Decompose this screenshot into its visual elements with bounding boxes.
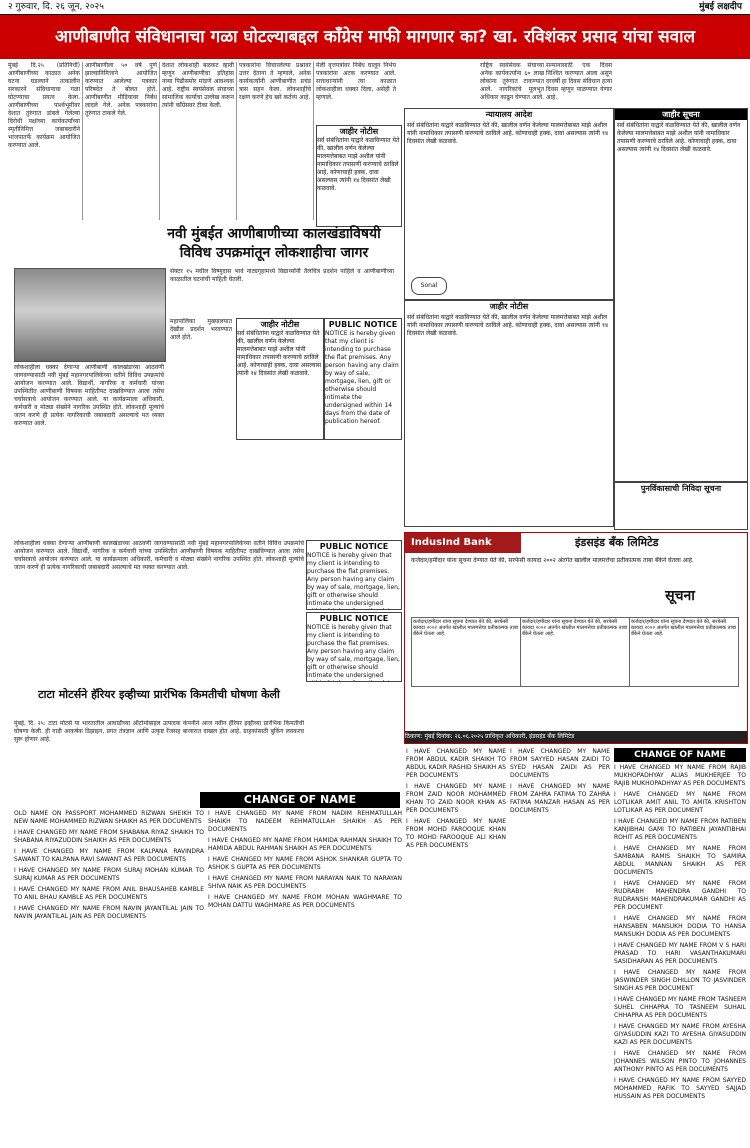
- story2-text-a: लोकशाहीला धक्का देणाऱ्या आणीबाणी कालखंडाच्या आठवणी जागवण्यासाठी नवी मुंबई महानगरपालिकेच्या वतीने विविध उपक्रमांचे आयोजन करण्यात आले. विद्यार्थी, नागरिक व कर्मचारी यांच्या उपस्थितीत आणीबाणी विषयक माहितीपट दाखविण्यात आला तसेच चर्चासत्राचे आयोजन करण्यात आले. या कार्यक्रमाला अधिकारी, कर्मचारी व मोठ्या संख्येने नागरिक उपस्थित होते. लोकशाही मूल्यांचे जतन करणे ही प्रत्येक नागरिकाची जबाबदारी असल्याचे मत व्यक्त करण्यात आले.: [14, 364, 164, 427]
- change-entry: I HAVE CHANGED MY NAME FROM AYESHA GIYASUDDIN KAZI TO AYESHA GIYASUDDIN KAZI AS PER DOCUMENTS: [614, 1023, 746, 1046]
- change-entry: I HAVE CHANGED MY NAME FROM V S HARI PRASAD TO HARI VASANTHAKUMARI SASIDHARAN AS PER DOCUMENTS: [614, 942, 746, 965]
- change-entry: I HAVE CHANGED MY NAME FROM MOHAN WAGHMARE TO MOHAN DATTU WAGHMARE AS PER DOCUMENTS: [208, 894, 402, 909]
- indusind-logo: IndusInd Bank: [405, 533, 521, 553]
- right-notice-text: सर्व संबंधितांना याद्वारे कळविण्यात येते की, खालील वर्णन केलेल्या मालमत्तेबाबत माझे अशील यांनी नामाधिकार तपासणी करण्याचे ठरविले आहे. कोणाचाही हक्क, दावा असल्यास त्यांनी १४ दिवसांत लेखी कळवावे.: [617, 122, 741, 153]
- story3-text: मुंबई, दि. २५: टाटा मोटर्स या भारतातील आघाडीच्या ऑटोमोबाइल उत्पादक कंपनीने आज नवीन हॅरियर इव्हीच्या प्रारंभिक किमतीची घोषणा केली. ही गाडी आकर्षक डिझाइन, प्रगत तंत्रज्ञान आणि उत्कृष्ट रेंजसह बाजारात दाखल होत आहे. ग्राहकांसाठी बुकिंग लवकरच सुरू होणार आहे.: [14, 720, 304, 743]
- change-entry: I HAVE CHANGED MY NAME FROM HAMIDA RAHMAN SHAIKH TO HAMIDA ABDUL RAHMAN SHAIKH AS PER DOCUMENTS: [208, 837, 402, 852]
- bottom-cn-col2: [208, 810, 402, 1144]
- lead-col-7: सन्मानासाठी एक दिवस निश्चित करण्यात आला असून दरवर्षी हा दिवस संविधान हत्या दिवस म्हणून पाळण्यात येणार आहे.: [546, 62, 612, 101]
- notice-block-2-text: सर्व संबंधितांना याद्वारे कळविण्यात येते की, खालील वर्णन केलेल्या मालमत्तेबाबत माझे अशील यांनी नामाधिकार तपासणी करण्याचे ठरविले आहे. कोणाचाही हक्क, दावा असल्यास त्यांनी १४ दिवसांत लेखी कळवावे.: [407, 314, 609, 337]
- change-entry: I HAVE CHANGED MY NAME FROM RATIBEN KANJIBHAI GAMI TO RATIBEN JAYANTIBHAI ROHIT AS PER DOCUMENTS: [614, 818, 746, 841]
- bottom-cn-col4: [510, 748, 610, 1144]
- indusind-cell: कर्जदार/हमीदार यांना सूचना देण्यात येते की, सरफेसी कायदा २००२ अंतर्गत खालील मालमत्तेचा प्रतीकात्मक ताबा बँकेने घेतला आहे.: [412, 618, 521, 687]
- change-names-right: [614, 764, 746, 1144]
- lead-col-5: मेली वृत्तपत्रांवर निर्बंध घालून निर्भय पत्रकारांना अटक करण्यात आले. सत्ताधाऱ्यांनी त्या काळात लोकशाहीला धक्का दिला, असेही ते म्हणाले.: [316, 62, 396, 101]
- suchna-title: सूचना: [665, 588, 695, 604]
- change-entry: I HAVE CHANGED MY NAME FROM JASWINDER SINGH DHILLON TO JASVINDER SINGH AS PER DOCUMENT: [614, 969, 746, 992]
- change-entry: I HAVE CHANGED MY NAME FROM LOTLIKAR AMIT ANIL TO AMITA KRISHTON LOTLIKAR AS PER DOCUMENT: [614, 791, 746, 814]
- public-notice-3-title: PUBLIC NOTICE: [319, 614, 389, 623]
- indusind-text: कर्जदार/हमीदार यांना सूचना देण्यात येते की, सरफेसी कायदा २००२ अंतर्गत खालील मालमत्तेचा प्रतीकात्मक ताबा बँकेने घेतला आहे.: [411, 557, 694, 564]
- indusind-table: [411, 617, 739, 687]
- public-notice-3-text: NOTICE is hereby given that my client is intending to purchase the flat premises. Any person having any claim by way of sale, mortgage, lien, gift or otherwise should intimate the undersigned: [307, 624, 400, 679]
- public-notice-3: [306, 612, 402, 682]
- seal-stamp: Sonal: [411, 277, 447, 295]
- court-title: न्यायालय आदेश: [485, 110, 533, 119]
- notice-block-2-title: जाहीर नोटीस: [489, 302, 529, 311]
- story2-continuation: लोकशाहीला धक्का देणाऱ्या आणीबाणी कालखंडाच्या आठवणी जागवण्यासाठी नवी मुंबई महानगरपालिकेच्या वतीने विविध उपक्रमांचे आयोजन करण्यात आले. विद्यार्थी, नागरिक व कर्मचारी यांच्या उपस्थितीत आणीबाणी विषयक माहितीपट दाखविण्यात आला तसेच चर्चासत्राचे आयोजन करण्यात आले. या कार्यक्रमाला अधिकारी, कर्मचारी व मोठ्या संख्येने नागरिक उपस्थित होते. लोकशाही मूल्यांचे जतन करणे ही प्रत्येक नागरिकाची जबाबदारी असल्याचे मत व्यक्त करण्यात आले.: [14, 540, 304, 571]
- punarvikas-notice: [614, 482, 748, 530]
- public-notice-2-text: NOTICE is hereby given that my client is intending to purchase the flat premises. Any person having any claim by way of sale, mortgage, lien, gift or otherwise should intimate the undersigned: [307, 552, 400, 607]
- right-notice: [614, 108, 748, 482]
- notice-title: जाहीर नोटीस: [339, 127, 379, 136]
- change-entry: I HAVE CHANGED MY NAME FROM SAYYED HASAN ZAIDI TO SYED HASAN ZAIDI AS PER DOCUMENTS: [510, 748, 610, 779]
- lead-col-4: पत्रकारांना विचारलेल्या प्रश्नावर उत्तर देताना ते म्हणाले, अनेक कार्यकर्त्यांनी आणीबाणीत प्रचंड त्रास सहन केला. लोकशाहीचे रक्षण करणे हेच खरे कर्तव्य आहे.: [239, 62, 311, 101]
- change-entry: I HAVE CHANGED MY NAME FROM ASHOK SHANKAR GUPTA TO ASHOK S GUPTA AS PER DOCUMENTS: [208, 856, 402, 871]
- bottom-cn-col3: [406, 748, 506, 1144]
- lead-col-2: आणीबाणीला ५० वर्षे पूर्ण झाल्यानिमित्ताने आयोजित करण्यात आलेल्या पत्रकार परिषदेत ते बोलत होते. आणीबाणीत मीडियावर निर्बंध लादले गेले. अनेक पत्रकारांना तुरुंगात टाकले गेले.: [85, 62, 157, 117]
- indusind-cell: कर्जदार/हमीदार यांना सूचना देण्यात येते की, सरफेसी कायदा २००२ अंतर्गत खालील मालमत्तेचा प्रतीकात्मक ताबा बँकेने घेतला आहे.: [521, 618, 630, 687]
- notice-block-2: [404, 300, 614, 527]
- lead-col-1: मुंबई दि.२५ (प्रतिनिधी) आणीबाणीच्या काळात अनेक घटना घडल्याने तत्कालीन सरकारने संविधानाचा गळा घोटण्याचा प्रयत्न केला. आणीबाणीच्या पार्श्वभूमीवर देशात तुरुंगात डांबले गेलेल्या विरोधी पक्षांच्या कार्यकर्त्यांच्या स्मृतीनिमित्त जबाबदारीने भाजपातर्फे कार्यक्रम आयोजित करण्यात आले.: [8, 62, 80, 149]
- jahir-notice-3-title: जाहीर नोटीस: [260, 320, 300, 329]
- masthead: मुंबई लक्षदीप: [699, 2, 742, 12]
- change-entry: I HAVE CHANGED MY NAME FROM SHABANA RIYAZ SHAIKH TO SHABANA RIYAZUDDIN SHAIKH AS PER DOCUMENTS: [14, 829, 204, 844]
- indusind-footer: ठिकाण: मुंबई दिनांक: २६.०६.२०२५ प्राधिकृत अधिकारी, इंडसइंड बँक लिमिटेड: [405, 731, 747, 743]
- lead-col-6: राष्ट्रिय स्वयंसेवक संघाच्या अनेक कार्यकर्त्यांना ६० लाख लोकांना तुरुंगात टाकण्यात आले. नागरिकांचे मूलभूत अधिकार काढून घेण्यात आले.: [480, 62, 544, 101]
- court-notice: [404, 108, 614, 300]
- story2-text-b: सेक्टर १५ मधील विष्णुदास भावे नाट्यगृहामध्ये विद्यार्थ्यांनी तैलचित्र प्रदर्शन पाहिले व आणीबाणीच्या काळातील घटनांची माहिती घेतली.: [170, 268, 394, 283]
- change-entry: I HAVE CHANGED MY NAME FROM ANIL BHAUSAHEB KAMBLE TO ANIL BHAU KAMBLE AS PER DOCUMENTS: [14, 886, 204, 901]
- change-entry: I HAVE CHANGED MY NAME FROM SAMBANA RAMIS SHAIKH TO SAMIRA ABDUL MANNAN SHAIKH AS PER DOCUMENTS: [614, 845, 746, 876]
- public-notice-2-title: PUBLIC NOTICE: [319, 542, 389, 551]
- jahir-notice-3-text: सर्व संबंधितांना याद्वारे कळविण्यात येते की, खालील वर्णन केलेल्या मालमत्तेबाबत माझे अशील यांनी नामाधिकार तपासणी करण्याचे ठरविले आहे. कोणाचाही हक्क, दावा असल्यास त्यांनी १४ दिवसांत लेखी कळवावे.: [237, 330, 322, 377]
- indusind-cell: कर्जदार/हमीदार यांना सूचना देण्यात येते की, सरफेसी कायदा २००२ अंतर्गत खालील मालमत्तेचा प्रतीकात्मक ताबा बँकेने घेतला आहे.: [630, 618, 739, 687]
- change-entry: I HAVE CHANGED MY NAME FROM SURAJ MOHAN KUMAR TO SURAJ KUMAR AS PER DOCUMENTS: [14, 867, 204, 882]
- change-entry: I HAVE CHANGED MY NAME FROM TASNEEM SUHEL CHHAPRA TO TASNEEM SUHAIL CHHAPRA AS PER DOCUMENTS: [614, 996, 746, 1019]
- change-entry: I HAVE CHANGED MY NAME FROM MOHD FAROOQUE KHAN TO MOHD FAROOQUE ALI KHAN AS PER DOCUMENTS: [406, 818, 506, 849]
- change-entry: I HAVE CHANGED MY NAME FROM ZAID NOOR MOHAMMED KHAN TO ZAID NOOR KHAN AS PER DOCUMENTS: [406, 783, 506, 814]
- story2-headline-1: नवी मुंबईत आणीबाणीच्या कालखंडाविषयी: [167, 226, 381, 242]
- lead-col-3: देशात लोकशाही बळकट व्हावी म्हणून आणीबाणीचा इतिहास नव्या पिढीसमोर मांडणे आवश्यक आहे. राष्ट्रीय स्वयंसेवक संघाच्या सामाजिक कार्याचा उल्लेख करून त्यांनी काँग्रेसवर टीका केली.: [162, 62, 234, 109]
- indusind-title: इंडसइंड बँक लिमिटेड: [575, 536, 659, 549]
- change-entry: I HAVE CHANGED MY NAME FROM NAVIN JAYANTILAL JAIN TO NAVIN JAYANTILAL JAIN AS PER DOCUMENTS: [14, 905, 204, 920]
- banner-headline: आणीबाणीत संविधानाचा गळा घोटल्याबद्दल काँग्रेस माफी मागणार का? खा. रविशंकर प्रसाद यांचा सवाल: [0, 15, 750, 59]
- change-entry: I HAVE CHANGED MY NAME FROM HANSABEN MANSUKH DODIA TO HANSA MANSUKH DODIA AS PER DOCUMENTS: [614, 915, 746, 938]
- date-line: २ गुरुवार, दि. २६ जून, २०२५: [8, 2, 104, 12]
- punarvikas-title: पुनर्विकासाची निविदा सूचना: [640, 484, 722, 493]
- jahir-notice-3: [236, 318, 324, 440]
- notice-text: सर्व संबंधितांना याद्वारे कळविण्यात येते की, खालील वर्णन केलेल्या मालमत्तेबाबत माझे अशील यांनी नामाधिकार तपासणी करण्याचे ठरविले आहे. कोणाचाही हक्क, दावा असल्यास त्यांनी १४ दिवसांत लेखी कळवावे.: [317, 137, 400, 192]
- change-of-name-bar: CHANGE OF NAME: [200, 792, 400, 808]
- change-entry: I HAVE CHANGED MY NAME FROM JOHANNES WILSON PINTO TO JOHANNES ANTHONY PINTO AS PER DOCUMENTS: [614, 1050, 746, 1073]
- public-notice-1-text: NOTICE is hereby given that my client is intending to purchase the flat premises. Any person having any claim by way of sale, mortgage, lien, gift or otherwise should intimate the undersigned within 14 days from the date of publication hereof.: [325, 330, 399, 425]
- court-text: सर्व संबंधितांना याद्वारे कळविण्यात येते की, खालील वर्णन केलेल्या मालमत्तेबाबत माझे अशील यांनी नामाधिकार तपासणी करण्याचे ठरविले आहे. कोणाचाही हक्क, दावा असल्यास त्यांनी १४ दिवसांत लेखी कळवावे.: [407, 122, 609, 145]
- event-photo: [14, 268, 166, 362]
- change-entry: I HAVE CHANGED MY NAME FROM KALPANA RAVINDRA SAWANT TO KALPANA RAVI SAWANT AS PER DOCUMENTS: [14, 848, 204, 863]
- change-entry: I HAVE CHANGED MY NAME FROM RUDRABH MAHENDRA GANDHI TO RUDRANSH MAHENDRAKUMAR GANDHI AS PER DOCUMENT: [614, 880, 746, 911]
- jahir-notice-1: [316, 125, 402, 227]
- change-entry: I HAVE CHANGED MY NAME FROM ZAHRA FATIMA TO ZAHRA FATIMA MANZAR HASAN AS PER DOCUMENTS: [510, 783, 610, 814]
- change-entry: I HAVE CHANGED MY NAME FROM RAJIB MUKHOPADHYAY ALIAS MUKHERJEE TO RAJIB MUKHOPADHYAY AS PER DOCUMENTS: [614, 764, 746, 787]
- change-entry: I HAVE CHANGED MY NAME FROM NADIM REHMATULLAH SHAIKH TO NADEEM REHMATULLAH SHAIKH AS PER DOCUMENTS: [208, 810, 402, 833]
- story2-text-c: महापालिका मुख्यालयात देखील प्रदर्शन भरवण्यात आले होते.: [170, 318, 232, 341]
- public-notice-1-title: PUBLIC NOTICE: [328, 320, 398, 329]
- change-entry: I HAVE CHANGED MY NAME FROM ABDUL KADIR SHAIKH TO ABDUL KADIR RASHID SHAIKH AS PER DOCUMENTS: [406, 748, 506, 779]
- story3-headline: टाटा मोटर्सने हॅरियर इव्हीच्या प्रारंभिक किमतीची घोषणा केली: [38, 688, 280, 701]
- bottom-cn-col1: [14, 810, 204, 1144]
- change-entry: I HAVE CHANGED MY NAME FROM SAYYED MOHAMMED RAFIK TO SAYYED SAJJAD HUSSAIN AS PER DOCUMENTS: [614, 1077, 746, 1100]
- public-notice-2: [306, 540, 402, 610]
- change-of-name-bar-right: CHANGE OF NAME: [614, 748, 746, 762]
- public-notice-1: [324, 318, 402, 440]
- story2-headline-2: विविध उपक्रमांतून लोकशाहीचा जागर: [179, 245, 369, 261]
- change-entry: OLD NAME ON PASSPORT MOHAMMED RIZWAN SHEIKH TO NEW NAME MOHAMMED RIZWAN SHAIKH AS PER DOCUMENTS: [14, 810, 204, 825]
- page-header: [0, 0, 750, 15]
- change-entry: I HAVE CHANGED MY NAME FROM NARAYAN NAIK TO NARAYAN SHIVA NAIK AS PER DOCUMENTS: [208, 875, 402, 890]
- indusind-notice: [404, 532, 748, 744]
- right-notice-title: जाहीर सूचना: [615, 109, 747, 120]
